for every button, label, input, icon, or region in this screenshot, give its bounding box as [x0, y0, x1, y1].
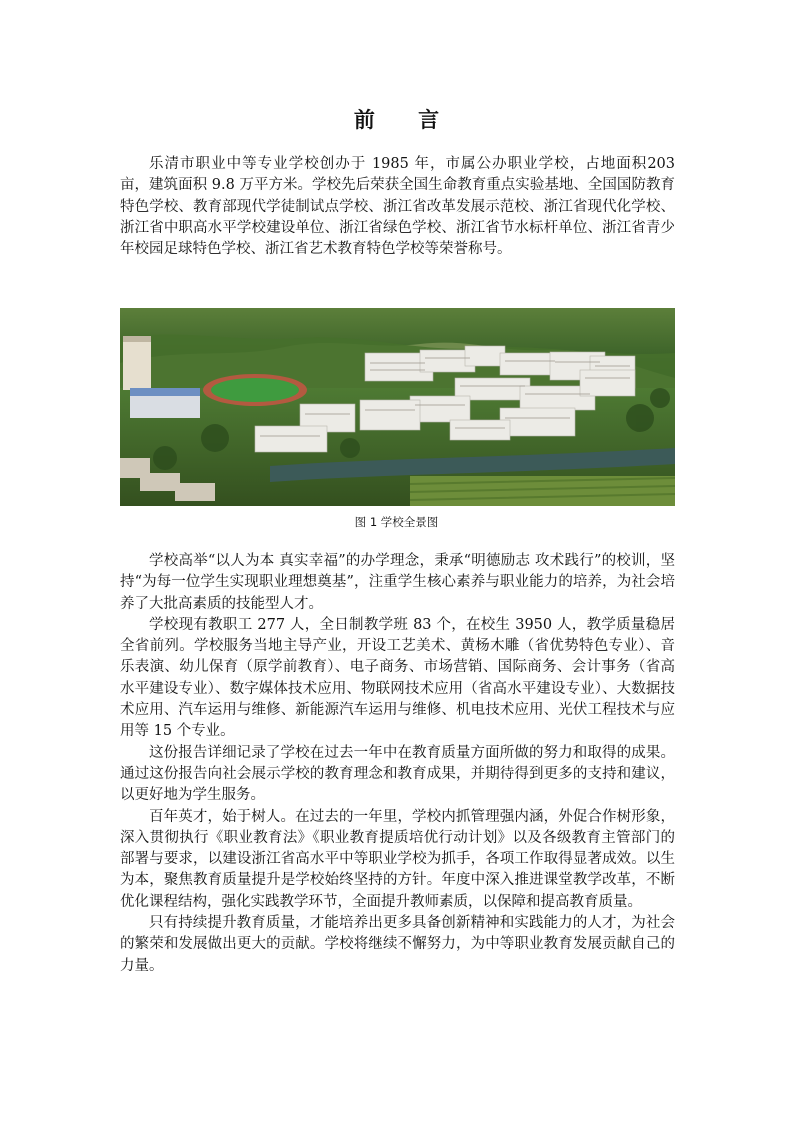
intro-section: [120, 154, 675, 260]
body-paragraph: 只有持续提升教育质量，才能培养出更多具备创新精神和实践能力的人才，为社会的繁荣和发展做出更大的贡献。学校将继续不懈努力，为中等职业教育发展贡献自己的力量。: [120, 915, 675, 974]
figure-caption: 图 1 学校全景图: [354, 515, 439, 529]
intro-paragraph: 乐清市职业中等专业学校创办于 1985 年，市属公办职业学校，占地面积203 亩，建筑面积 9.8 万平方米。学校先后荣获全国生命教育重点实验基地、全国国防教育特色学校、教育部现代学徒制试点学校、浙江省改革发展示范校、浙江省现代化学校、浙江省中职高水平学校建设单位、浙江省绿色学校、浙江省节水标杆单位、浙江省青少年校园足球特色学校、浙江省艺术教育特色学校等荣誉称号。: [120, 156, 675, 258]
body-section: [120, 551, 675, 977]
page-title: 前 言: [353, 108, 458, 132]
body-paragraph: 百年英才，始于树人。在过去的一年里，学校内抓管理强内涵，外促合作树形象，深入贯彻执行《职业教育法》《职业教育提质培优行动计划》以及各级教育主管部门的部署与要求，以建设浙江省高水平中等职业学校为抓手，各项工作取得显著成效。以生为本，聚焦教育质量提升是学校始终坚持的方针。年度中深入推进课堂教学改革，不断优化课程结构，强化实践教学环节，全面提升教师素质，以保障和提高教育质量。: [120, 808, 675, 910]
body-paragraph: 学校现有教职工 277 人，全日制教学班 83 个，在校生 3950 人，教学质量稳居全省前列。学校服务当地主导产业，开设工艺美术、黄杨木雕（省优势特色专业）、音乐表演、幼儿保育（原学前教育）、电子商务、市场营销、国际商务、会计事务（省高水平建设专业）、数字媒体技术应用、物联网技术应用（省高水平建设专业）、大数据技术应用、汽车运用与维修、新能源汽车运用与维修、机电技术应用、光伏工程技术与应用等 15 个专业。: [120, 616, 675, 740]
campus-panorama-photo: [120, 308, 675, 506]
body-paragraph: 这份报告详细记录了学校在过去一年中在教育质量方面所做的努力和取得的成果。通过这份报告向社会展示学校的教育理念和教育成果，并期待得到更多的支持和建议，以更好地为学生服务。: [120, 744, 675, 804]
body-paragraph: 学校高举“以人为本 真实幸福”的办学理念，秉承“明德励志 攻术践行”的校训，坚持“为每一位学生实现职业理想奠基”，注重学生核心素养与职业能力的培养，为社会培养了大批高素质的技能型人才。: [120, 553, 675, 612]
